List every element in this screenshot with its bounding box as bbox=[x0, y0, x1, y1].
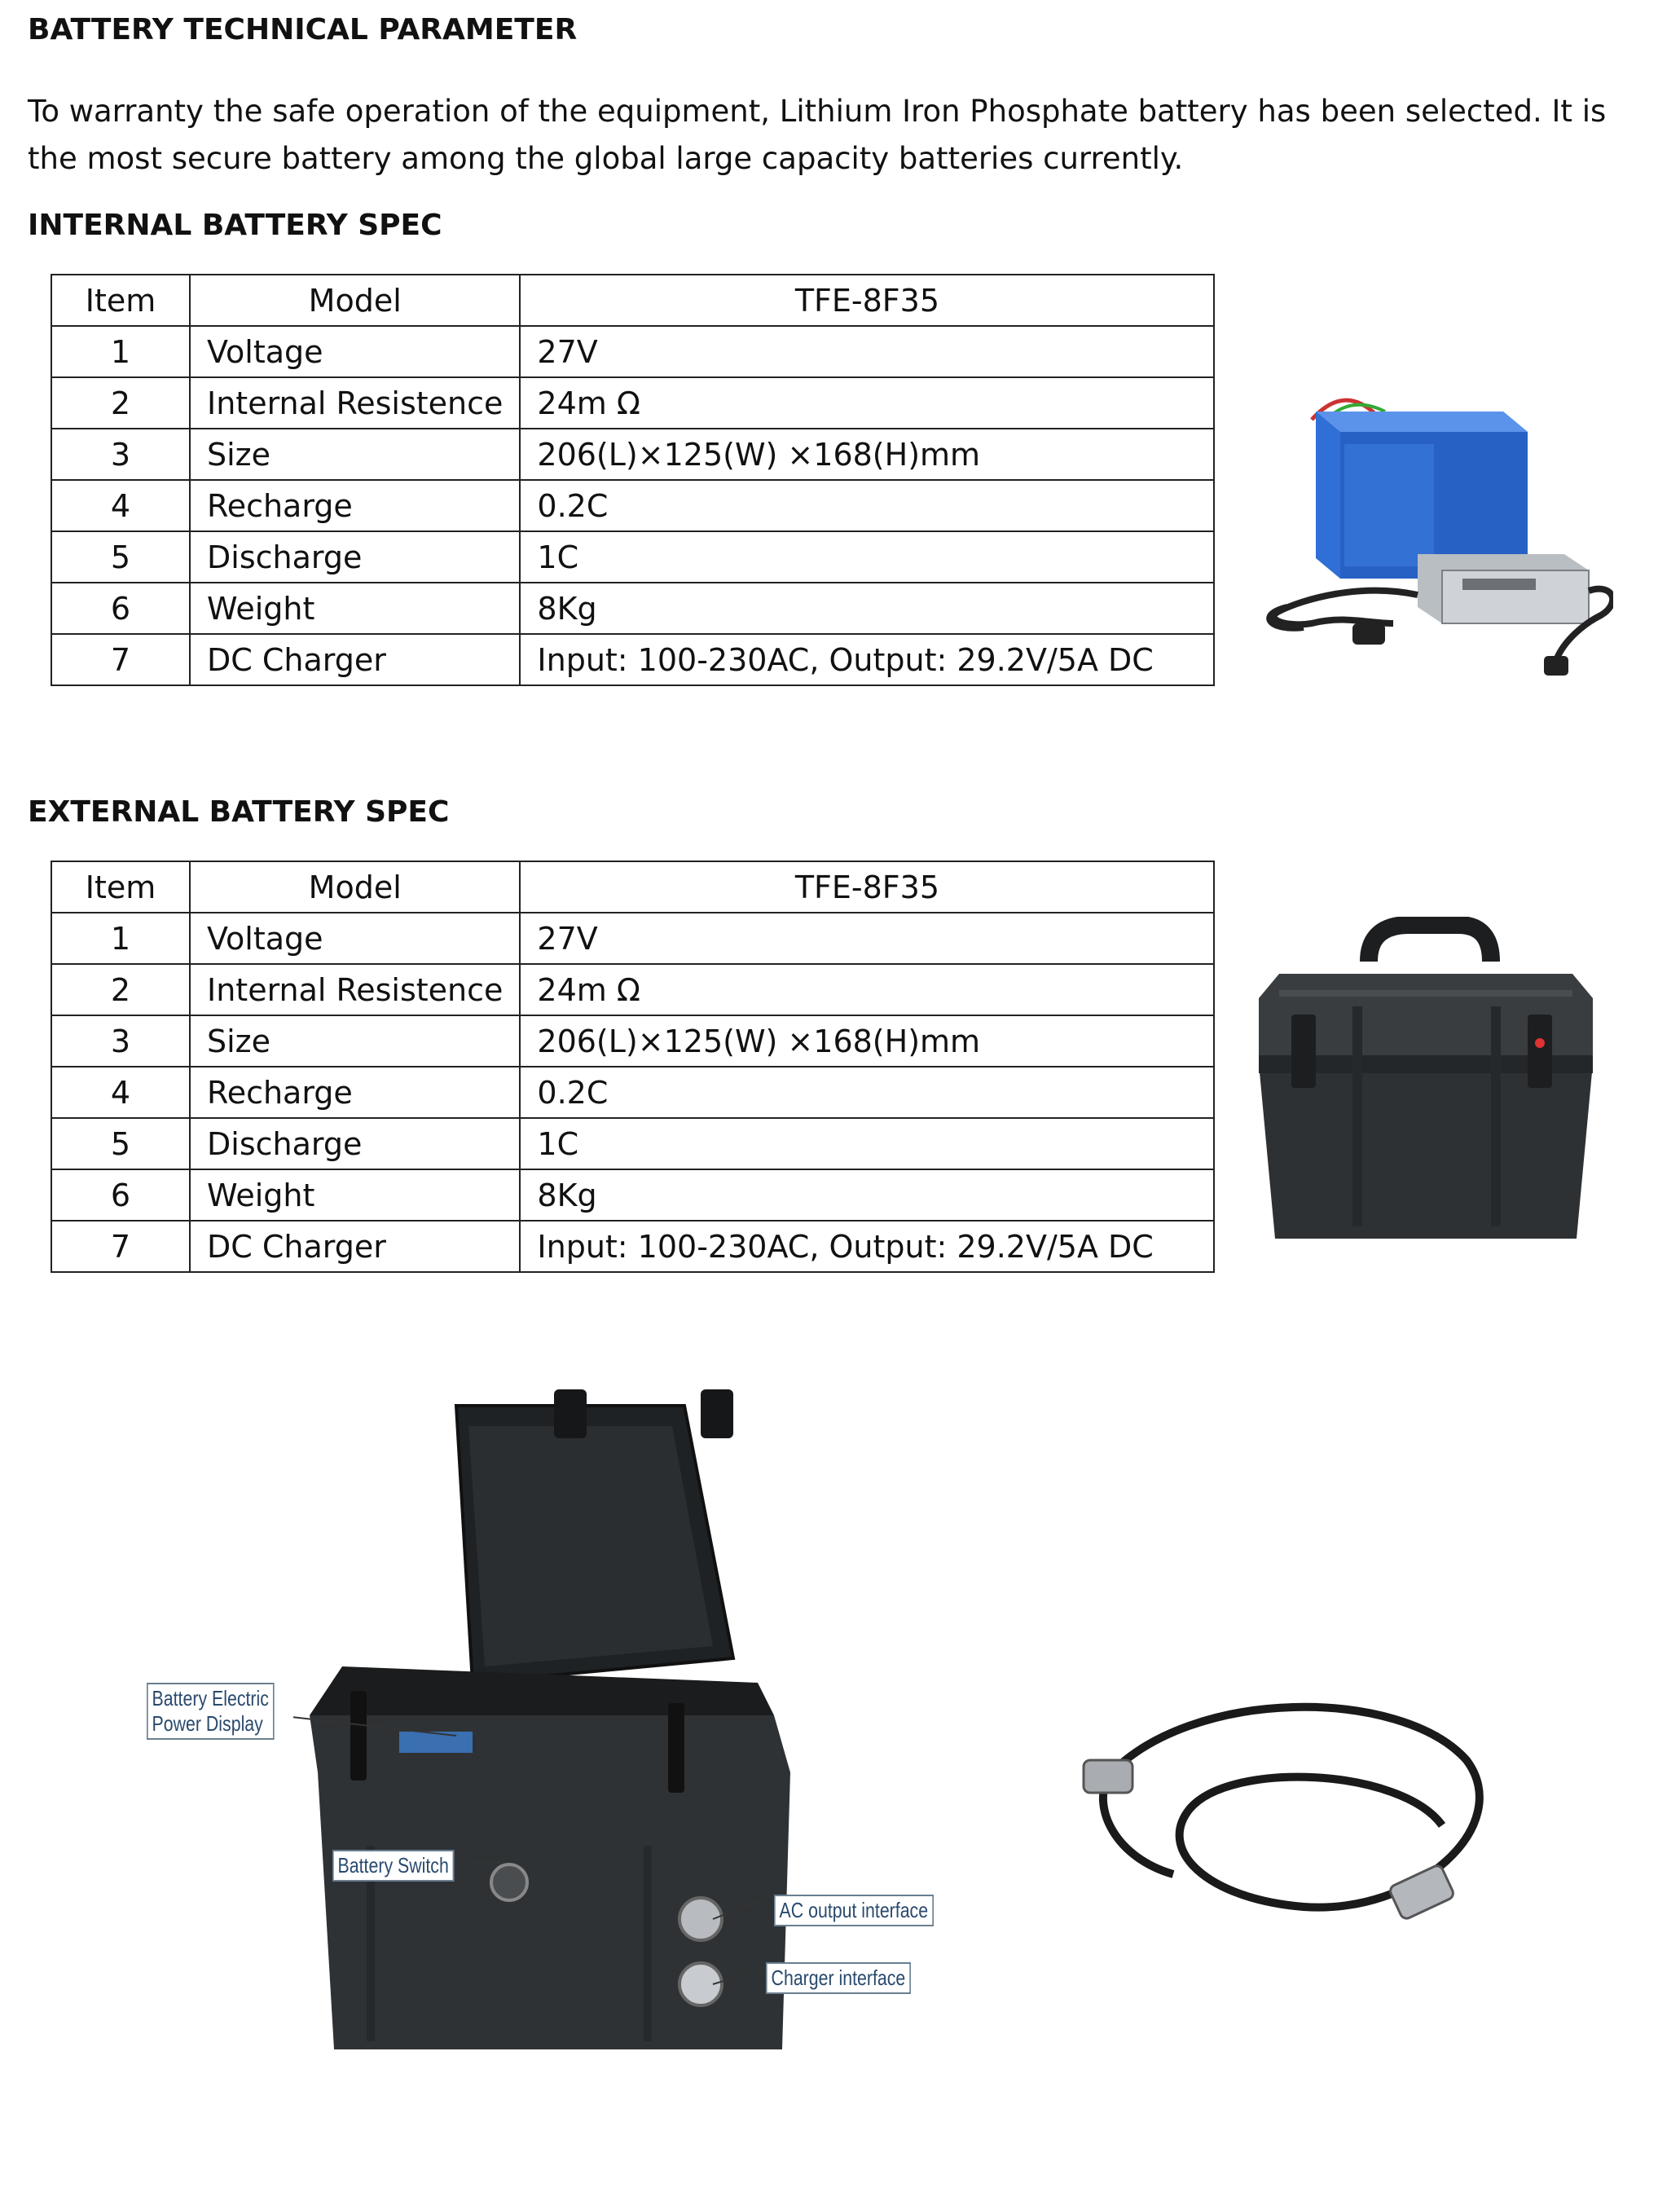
row-number: 7 bbox=[51, 1221, 190, 1272]
row-value: Input: 100-230AC, Output: 29.2V/5A DC bbox=[520, 1221, 1214, 1272]
row-name: Size bbox=[190, 1015, 520, 1067]
header-model-value: TFE-8F35 bbox=[520, 275, 1214, 326]
row-name: Discharge bbox=[190, 1118, 520, 1169]
row-name: Weight bbox=[190, 1169, 520, 1221]
row-value: 0.2C bbox=[520, 480, 1214, 531]
row-value: 27V bbox=[520, 326, 1214, 377]
row-number: 3 bbox=[51, 429, 190, 480]
external-spec-table bbox=[51, 861, 1215, 1273]
page-title: BATTERY TECHNICAL PARAMETER bbox=[28, 13, 578, 46]
table-row bbox=[51, 964, 1214, 1015]
cable-image bbox=[1059, 1671, 1515, 2013]
table-row bbox=[51, 913, 1214, 964]
row-name: Discharge bbox=[190, 531, 520, 583]
row-value: 24m Ω bbox=[520, 964, 1214, 1015]
callout-line: Battery Electric bbox=[152, 1686, 269, 1710]
row-value: 206(L)×125(W) ×168(H)mm bbox=[520, 1015, 1214, 1067]
row-number: 5 bbox=[51, 1118, 190, 1169]
row-value: 27V bbox=[520, 913, 1214, 964]
row-name: Internal Resistence bbox=[190, 377, 520, 429]
row-name: Recharge bbox=[190, 1067, 520, 1118]
row-value: Input: 100-230AC, Output: 29.2V/5A DC bbox=[520, 634, 1214, 685]
callout-ac-output: AC output interface bbox=[774, 1895, 934, 1926]
row-name: DC Charger bbox=[190, 634, 520, 685]
header-model-value: TFE-8F35 bbox=[520, 861, 1214, 913]
row-number: 6 bbox=[51, 1169, 190, 1221]
callout-line: Power Display bbox=[152, 1711, 263, 1736]
external-heading: EXTERNAL BATTERY SPEC bbox=[28, 795, 450, 829]
row-value: 0.2C bbox=[520, 1067, 1214, 1118]
row-value: 8Kg bbox=[520, 583, 1214, 634]
row-number: 1 bbox=[51, 326, 190, 377]
row-value: 1C bbox=[520, 531, 1214, 583]
row-name: Weight bbox=[190, 583, 520, 634]
row-number: 3 bbox=[51, 1015, 190, 1067]
callout-power-display bbox=[147, 1683, 274, 1740]
table-row bbox=[51, 1169, 1214, 1221]
row-name: Recharge bbox=[190, 480, 520, 531]
header-item: Item bbox=[51, 275, 190, 326]
row-number: 6 bbox=[51, 583, 190, 634]
row-number: 2 bbox=[51, 964, 190, 1015]
row-number: 2 bbox=[51, 377, 190, 429]
row-name: Internal Resistence bbox=[190, 964, 520, 1015]
row-value: 24m Ω bbox=[520, 377, 1214, 429]
table-header-row bbox=[51, 275, 1214, 326]
table-row bbox=[51, 1015, 1214, 1067]
row-value: 8Kg bbox=[520, 1169, 1214, 1221]
table-header-row bbox=[51, 861, 1214, 913]
callout-charger-interface: Charger interface bbox=[766, 1962, 911, 1994]
internal-battery-image bbox=[1255, 379, 1613, 697]
row-number: 1 bbox=[51, 913, 190, 964]
table-row bbox=[51, 634, 1214, 685]
external-battery-case-image bbox=[1247, 917, 1605, 1259]
internal-spec-table bbox=[51, 274, 1215, 686]
row-value: 1C bbox=[520, 1118, 1214, 1169]
table-row bbox=[51, 531, 1214, 583]
table-row bbox=[51, 480, 1214, 531]
intro-paragraph: To warranty the safe operation of the equipment, Lithium Iron Phosphate battery has been selected. It is the most secure battery among the global large capacity batteries currently. bbox=[28, 94, 1607, 176]
table-row bbox=[51, 1067, 1214, 1118]
row-number: 5 bbox=[51, 531, 190, 583]
table-row bbox=[51, 429, 1214, 480]
row-number: 7 bbox=[51, 634, 190, 685]
row-number: 4 bbox=[51, 1067, 190, 1118]
row-number: 4 bbox=[51, 480, 190, 531]
row-value: 206(L)×125(W) ×168(H)mm bbox=[520, 429, 1214, 480]
table-row bbox=[51, 583, 1214, 634]
row-name: Voltage bbox=[190, 913, 520, 964]
header-model: Model bbox=[190, 861, 520, 913]
internal-heading: INTERNAL BATTERY SPEC bbox=[28, 209, 442, 242]
table-row bbox=[51, 326, 1214, 377]
table-row bbox=[51, 1221, 1214, 1272]
table-row bbox=[51, 1118, 1214, 1169]
row-name: Size bbox=[190, 429, 520, 480]
header-model: Model bbox=[190, 275, 520, 326]
row-name: DC Charger bbox=[190, 1221, 520, 1272]
table-row bbox=[51, 377, 1214, 429]
row-name: Voltage bbox=[190, 326, 520, 377]
callout-battery-switch: Battery Switch bbox=[332, 1850, 454, 1882]
header-item: Item bbox=[51, 861, 190, 913]
